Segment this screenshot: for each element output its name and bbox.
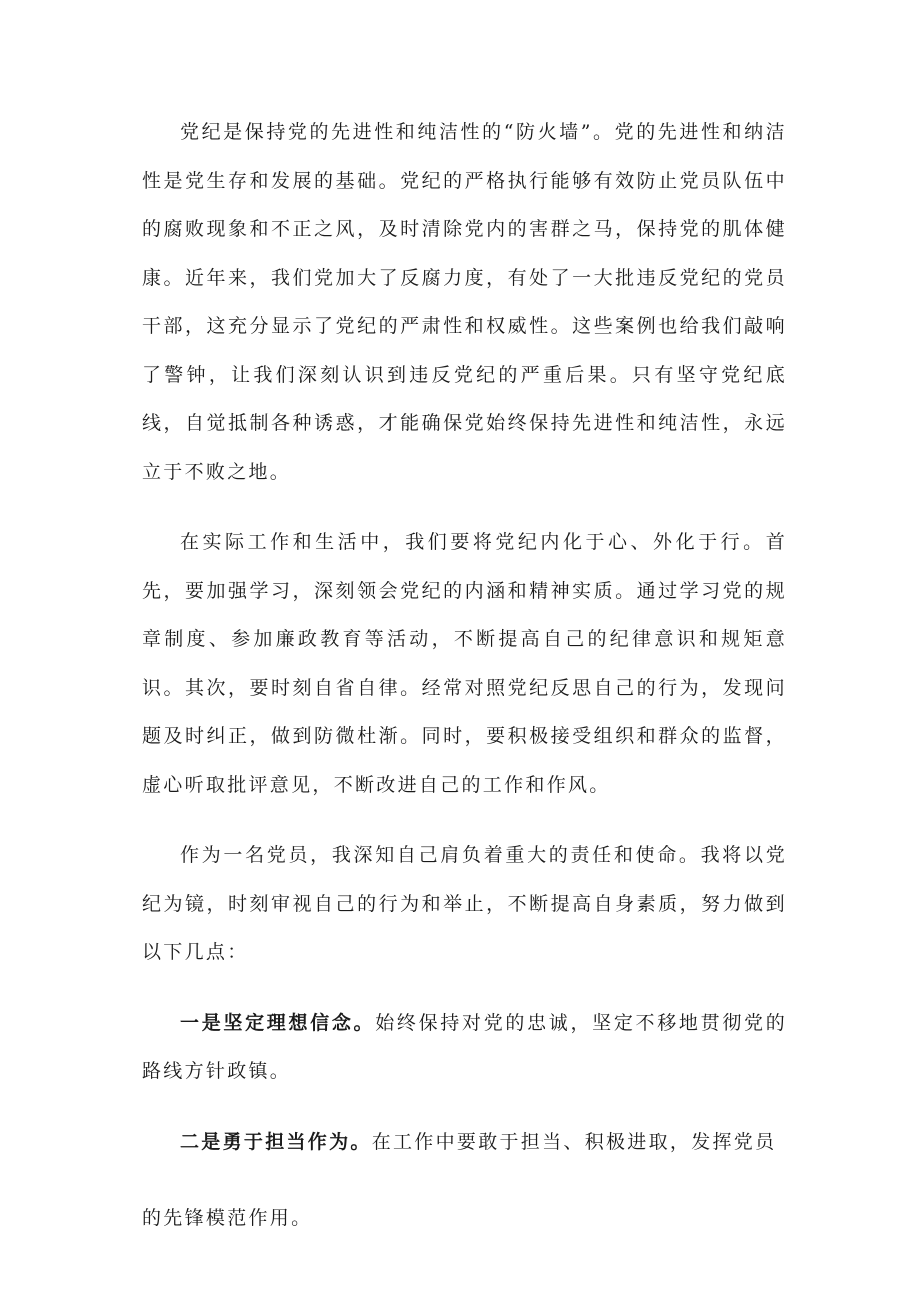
item-ideals-beliefs-text: 始终保持对党的忠诚，坚定不移地贯彻党的路线方针政镇。	[142, 1011, 787, 1082]
item-take-responsibility-line1	[142, 1118, 787, 1167]
item-ideals-beliefs-lead: 一是坚定理想信念。	[180, 1011, 376, 1034]
item-ideals-beliefs	[142, 999, 787, 1096]
item-take-responsibility-text-1: 在工作中要敢于担当、积极进取，发挥党员	[371, 1130, 777, 1153]
document-body	[142, 108, 787, 1243]
paragraph-discipline-firewall: 党纪是保持党的先进性和纯洁性的“防火墙”。党的先进性和纳洁性是党生存和发展的基础。党纪的严格执行能够有效防止党员队伍中的腐败现象和不正之风，及时清除党内的害群之马，保持党的肌体健康。近年来，我们党加大了反腐力度，有处了一大批违反党纪的党员干部，这充分显示了党纪的严肃性和权威性。这些案例也给我们敲响了警钟，让我们深刻认识到违反党纪的严重后果。只有坚守党纪底线，自觉抵制各种诱惑，才能确保党始终保持先进性和纯洁性，永远立于不败之地。	[142, 121, 787, 483]
paragraph-responsibility: 作为一名党员，我深知自己肩负着重大的责任和使命。我将以党纪为镜，时刻审视自己的行为和举止，不断提高自身素质，努力做到以下几点：	[142, 844, 787, 963]
item-take-responsibility-lead: 二是勇于担当作为。	[180, 1130, 372, 1153]
item-take-responsibility	[142, 1118, 787, 1243]
paragraph-practice: 在实际工作和生活中，我们要将党纪内化于心、外化于行。首先，要加强学习，深刻领会党纪的内涵和精神实质。通过学习党的规章制度、参加廉政教育等活动，不断提高自己的纪律意识和规矩意识。其次，要时刻自省自律。经常对照党纪反思自己的行为，发现问题及时纠正，做到防微杜渐。同时，要积极接受组织和群众的监督，虚心听取批评意见，不断改进自己的工作和作风。	[142, 531, 787, 796]
item-take-responsibility-line2: 的先锋模范作用。	[142, 1207, 313, 1229]
